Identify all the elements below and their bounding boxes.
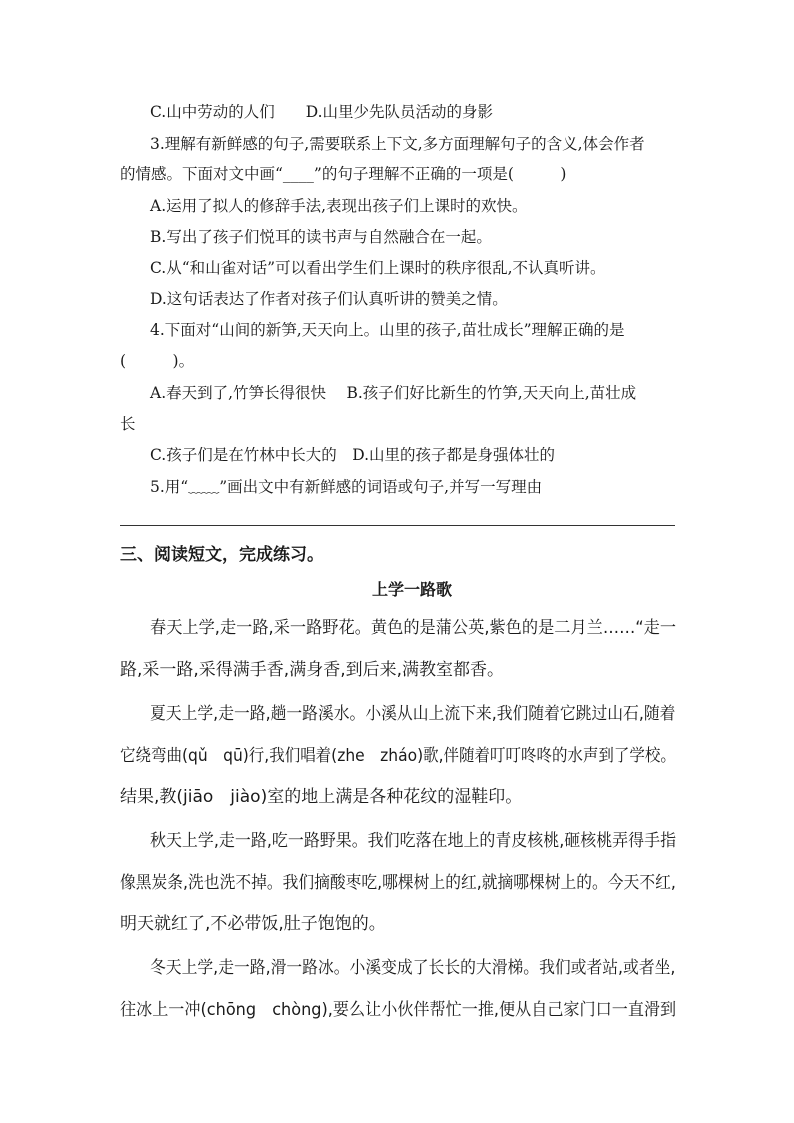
q3-stem-line2: 的情感。下面对文中画“____”的句子理解不正确的一项是( ) <box>120 165 567 183</box>
q3-option-d: D.这句话表达了作者对孩子们认真听讲的赞美之情。 <box>150 290 508 308</box>
q5-stem: 5.用“﹏﹏”画出文中有新鲜感的词语或句子,并写一写理由 <box>150 478 543 496</box>
section-heading: 三、阅读短文，完成练习。 <box>120 545 324 565</box>
paragraph-line: 冬天上学,走一路,滑一路冰。小溪变成了长长的大滑梯。我们或者站,或者坐, <box>150 958 676 978</box>
q3-option-a: A.运用了拟人的修辞手法,表现出孩子们上课时的欢快。 <box>150 197 528 215</box>
paragraph-line: 秋天上学,走一路,吃一路野果。我们吃落在地上的青皮核桃,砸核桃弄得手指 <box>150 831 677 851</box>
q3-option-b: B.写出了孩子们悦耳的读书声与自然融合在一起。 <box>150 228 492 246</box>
passage-title: 上学一路歌 <box>372 580 453 599</box>
paragraph-line: 明天就红了,不必带饭,肚子饱饱的。 <box>120 914 386 934</box>
q3-stem-line1: 3.理解有新鲜感的句子,需要联系上下文,多方面理解句子的含义,体会作者 <box>150 135 645 153</box>
answer-line <box>120 525 675 526</box>
q3-option-c: C.从“和山雀对话”可以看出学生们上课时的秩序很乱,不认真听讲。 <box>150 259 606 277</box>
paragraph-line: 路,采一路,采得满手香,满身香,到后来,满教室都香。 <box>120 660 505 680</box>
q4-options-cd: C.孩子们是在竹林中长大的 D.山里的孩子都是身强体壮的 <box>150 446 556 464</box>
paragraph-line: 夏天上学,走一路,趟一路溪水。小溪从山上流下来,我们随着它跳过山石,随着 <box>150 704 676 724</box>
q4-options-ab-line1: A.春天到了,竹笋长得很快 B.孩子们好比新生的竹笋,天天向上,苗壮成 <box>150 384 637 402</box>
paragraph-line: 它绕弯曲(qǔ qū)行,我们唱着(zhe zháo)歌,伴随着叮叮咚咚的水声到了学校。 <box>120 746 676 766</box>
paragraph-line: 往冰上一冲(chōng chòng),要么让小伙伴帮忙一推,便从自己家门口一直滑到 <box>120 1000 677 1020</box>
q4-options-ab-line2: 长 <box>120 415 136 433</box>
q4-stem-line1: 4.下面对“山间的新笋,天天向上。山里的孩子,苗壮成长”理解正确的是 <box>150 321 625 339</box>
paragraph-line: 春天上学,走一路,采一路野花。黄色的是蒲公英,紫色的是二月兰……“走一 <box>150 618 677 638</box>
paragraph-line: 结果,教(jiāo jiào)室的地上满是各种花纹的湿鞋印。 <box>120 787 523 807</box>
q4-stem-line2: ( )。 <box>120 352 195 370</box>
paragraph-line: 像黑炭条,洗也洗不掉。我们摘酸枣吃,哪棵树上的红,就摘哪棵树上的。今天不红, <box>120 873 676 893</box>
q2-options-cd: C.山中劳动的人们 D.山里少先队员活动的身影 <box>150 103 494 121</box>
